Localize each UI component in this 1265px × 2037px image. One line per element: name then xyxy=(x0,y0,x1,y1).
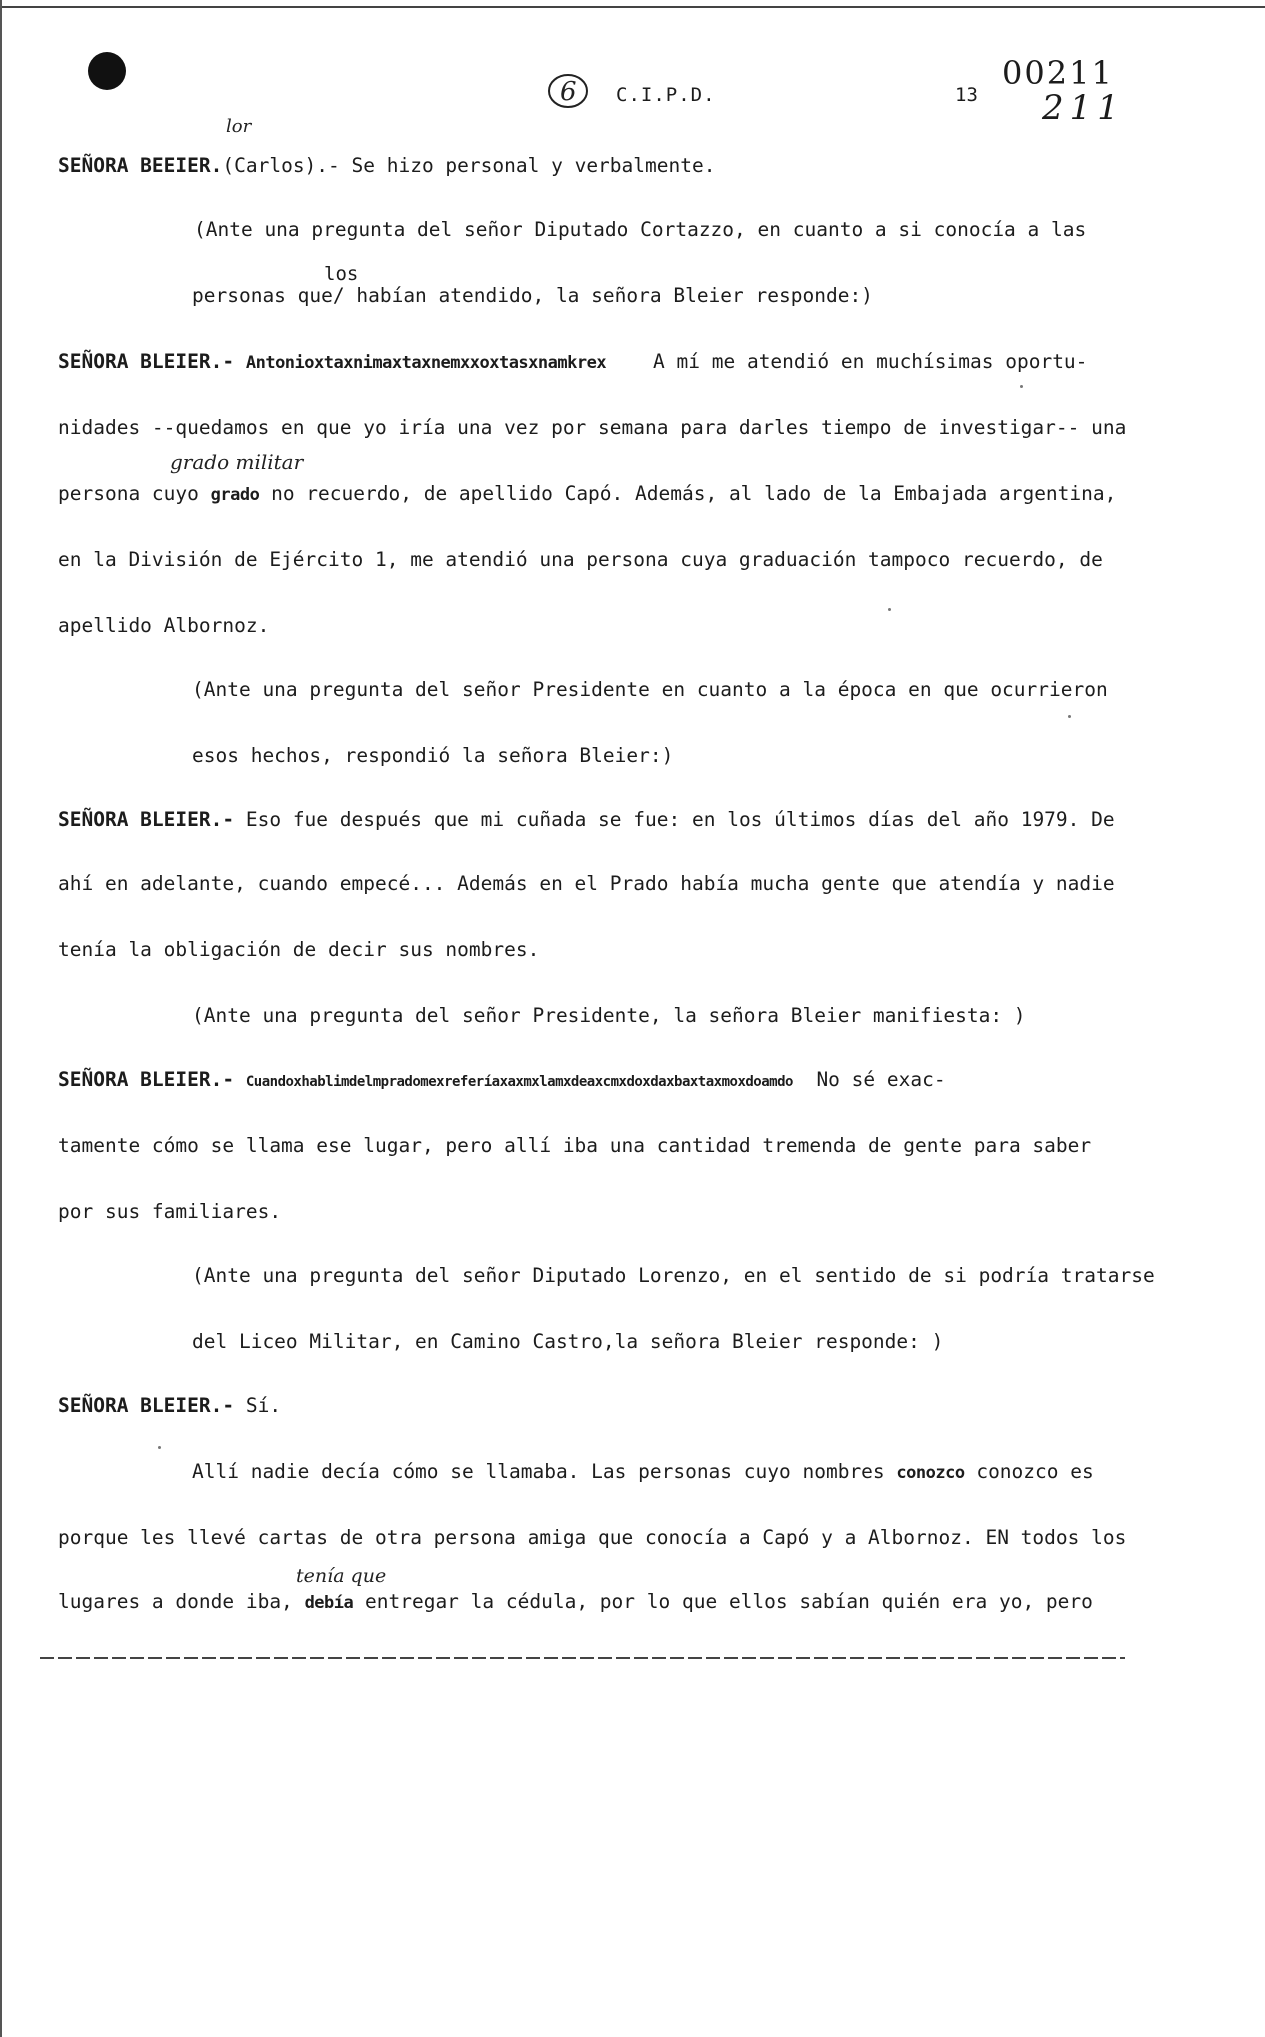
text-line-13: tenía la obligación de decir sus nombres. xyxy=(58,938,540,961)
page-left-border xyxy=(0,0,2,2037)
speck-mark xyxy=(1020,385,1023,388)
page-top-border xyxy=(0,6,1265,8)
speck-mark xyxy=(888,608,891,611)
bottom-dashed-rule xyxy=(40,1657,1125,1659)
org-code: C.I.P.D. xyxy=(616,84,716,106)
text-line-5: nidades --quedamos en que yo iría una vez por semana para darles tiempo de investigar-- una xyxy=(58,416,1127,439)
text-line-7: en la División de Ejército 1, me atendió una persona cuya graduación tampoco recuerdo, de xyxy=(58,548,1103,571)
handwritten-lor: lor xyxy=(226,116,252,137)
text-line-18: (Ante una pregunta del señor Diputado Lorenzo, en el sentido de si podría tratarse xyxy=(192,1264,1155,1287)
text-line-22: porque les llevé cartas de otra persona amiga que conocía a Capó y a Albornoz. EN todos los xyxy=(58,1526,1127,1549)
handwritten-tenia-que: tenía que xyxy=(296,1565,387,1587)
text-line-3: personas que/ habían atendido, la señora Bleier responde:) xyxy=(192,284,873,307)
text-line-10: esos hechos, respondió la señora Bleier:) xyxy=(192,744,674,767)
text-line-12: ahí en adelante, cuando empecé... Además en el Prado había mucha gente que atendía y nadie xyxy=(58,872,1115,895)
text-line-2: (Ante una pregunta del señor Diputado Cortazzo, en cuanto a si conocía a las xyxy=(194,218,1087,241)
text-line-15: SEÑORA BLEIER.- Cuandoxhablimdelmpradomexreferíaxaxmxlamxdeaxcmxdoxdaxbaxtaxmoxdoamdo No sé exac- xyxy=(58,1068,946,1091)
text-line-19: del Liceo Militar, en Camino Castro,la señora Bleier responde: ) xyxy=(192,1330,944,1353)
text-line-23: lugares a donde iba, debía entregar la cédula, por lo que ellos sabían quién era yo, pero xyxy=(58,1590,1093,1613)
handwritten-grado-militar: grado militar xyxy=(170,450,304,474)
speck-mark xyxy=(1068,715,1071,718)
page-number: 13 xyxy=(955,84,978,106)
text-line-17: por sus familiares. xyxy=(58,1200,282,1223)
circled-number-text: 6 xyxy=(560,77,577,107)
speck-mark xyxy=(158,1446,161,1449)
inserted-los: los xyxy=(324,263,359,285)
text-line-8: apellido Albornoz. xyxy=(58,614,270,637)
binder-hole-mark xyxy=(88,52,126,90)
text-line-16: tamente cómo se llama ese lugar, pero allí iba una cantidad tremenda de gente para saber xyxy=(58,1134,1092,1157)
text-line-20: SEÑORA BLEIER.- Sí. xyxy=(58,1394,282,1417)
text-line-1: SEÑORA BEEIER.(Carlos).- Se hizo personal y verbalmente. xyxy=(58,154,716,177)
text-line-9: (Ante una pregunta del señor Presidente en cuanto a la época en que ocurrieron xyxy=(192,678,1108,701)
text-line-14: (Ante una pregunta del señor Presidente, la señora Bleier manifiesta: ) xyxy=(192,1004,1026,1027)
stamped-number: 00211 xyxy=(1002,54,1114,92)
text-line-21: Allí nadie decía cómo se llamaba. Las personas cuyo nombres conozco conozco es xyxy=(192,1460,1094,1483)
text-line-4: SEÑORA BLEIER.- Antonioxtaxnimaxtaxnemxxoxtasxnamkrex A mí me atendió en muchísimas oportu- xyxy=(58,350,1088,373)
text-line-6: persona cuyo grado no recuerdo, de apellido Capó. Además, al lado de la Embajada argentina, xyxy=(58,482,1117,505)
text-line-11: SEÑORA BLEIER.- Eso fue después que mi cuñada se fue: en los últimos días del año 1979. De xyxy=(58,808,1115,831)
handwritten-folio: 211 xyxy=(1042,88,1125,128)
circled-number-stamp xyxy=(546,70,592,112)
